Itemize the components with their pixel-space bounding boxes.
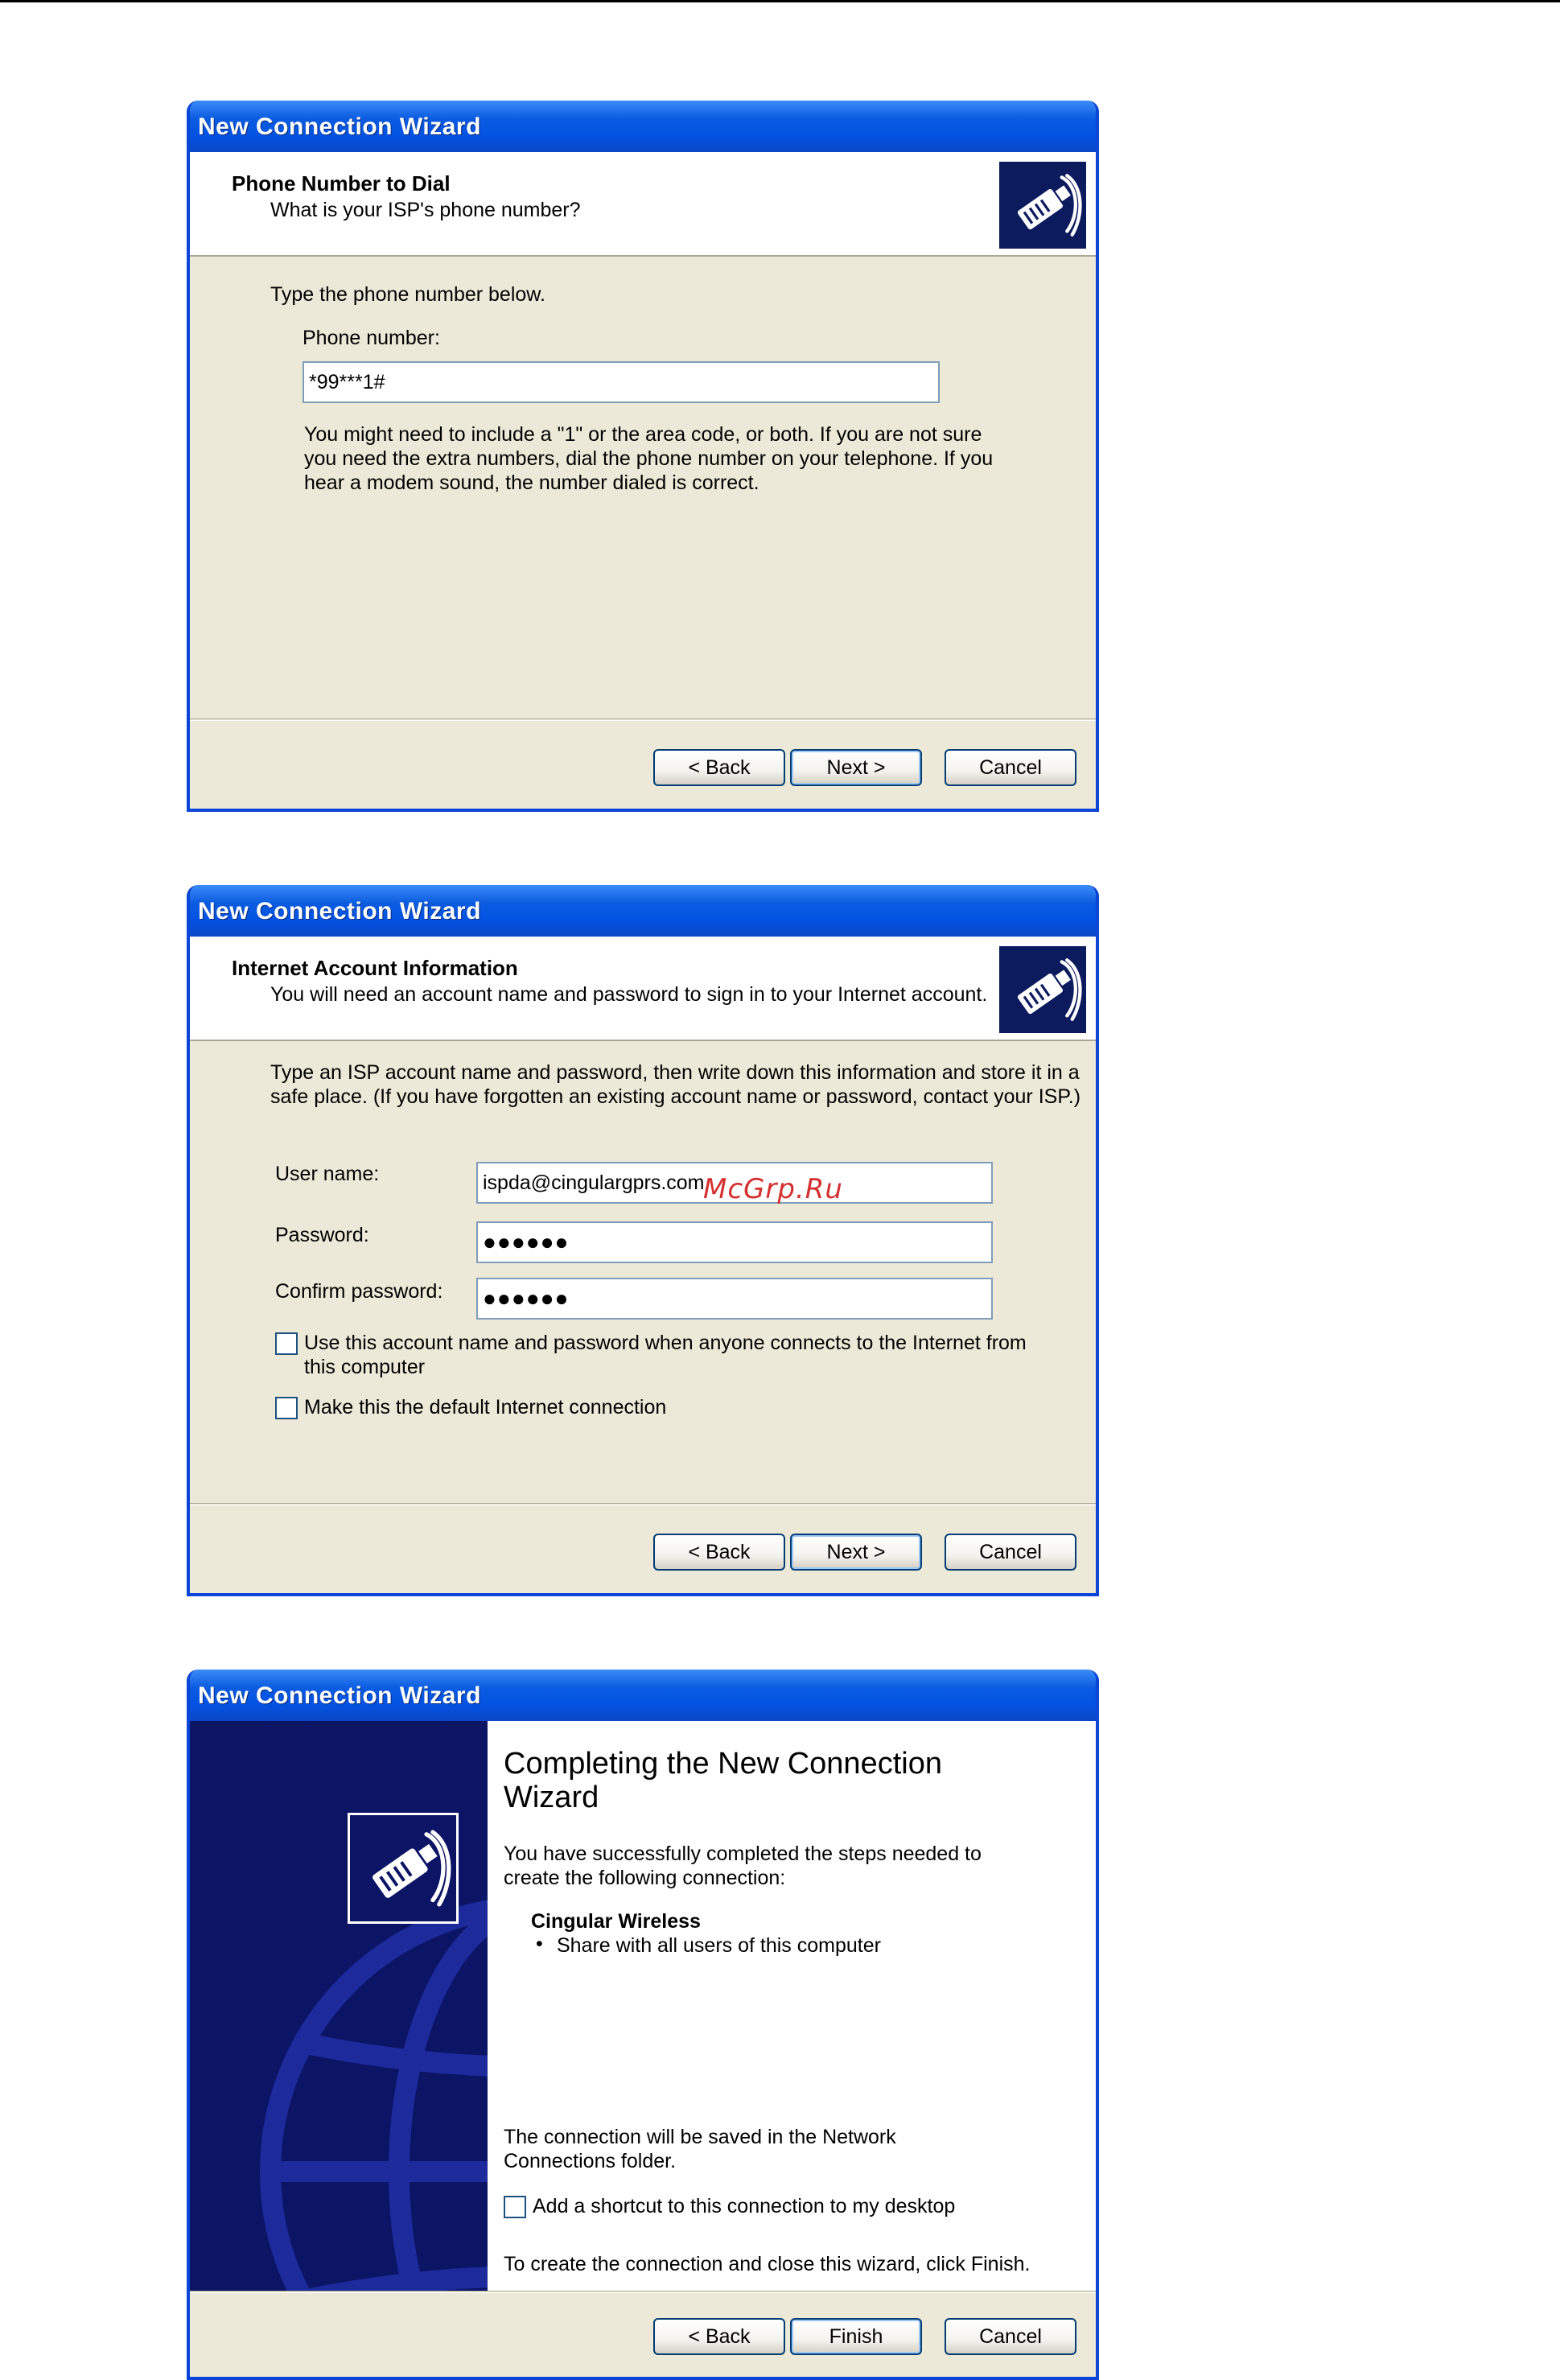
confirm-password-label: Confirm password: <box>275 1280 443 1303</box>
password-input[interactable]: ●●●●●● <box>476 1221 993 1263</box>
bullet-icon: • <box>536 1933 543 1955</box>
window-title: New Connection Wizard <box>198 898 481 924</box>
connection-detail: Share with all users of this computer <box>557 1934 881 1957</box>
watermark-text: McGrp.Ru <box>703 1173 843 1205</box>
page-title: Internet Account Information <box>232 956 518 980</box>
back-button[interactable]: < Back <box>653 749 785 786</box>
cancel-button[interactable]: Cancel <box>945 749 1076 786</box>
footer-divider <box>190 719 1096 721</box>
footer-divider <box>190 1503 1096 1505</box>
page-title-line-2: Wizard <box>504 1781 599 1814</box>
cancel-button[interactable]: Cancel <box>945 1534 1076 1571</box>
username-input[interactable]: ispda@cingulargprs.com <box>476 1162 993 1204</box>
network-cable-icon <box>998 945 1088 1035</box>
phone-number-input[interactable]: *99***1# <box>303 361 940 403</box>
title-bar[interactable] <box>190 101 1096 152</box>
finish-button[interactable]: Finish <box>790 2318 922 2355</box>
page-subtitle: You will need an account name and password to sign in to your Internet account. <box>270 983 988 1006</box>
use-account-checkbox[interactable] <box>275 1332 298 1355</box>
footer-divider <box>190 2291 1096 2293</box>
finish-instruction: To create the connection and close this wizard, click Finish. <box>504 2253 1031 2275</box>
page-title-line-1: Completing the New Connection <box>504 1747 942 1781</box>
wizard-header <box>190 937 1096 1041</box>
window-title: New Connection Wizard <box>198 1682 481 1709</box>
help-text-line-1: You might need to include a "1" or the area code, or both. If you are not sure <box>304 423 982 446</box>
wizard-phone-number-dialog <box>187 101 1099 812</box>
back-button[interactable]: < Back <box>653 1534 785 1571</box>
back-button[interactable]: < Back <box>653 2318 785 2355</box>
phone-number-label: Phone number: <box>303 327 440 349</box>
confirm-password-input[interactable]: ●●●●●● <box>476 1278 993 1320</box>
instruction-text: Type the phone number below. <box>270 283 545 306</box>
saved-text-line-1: The connection will be saved in the Network <box>504 2126 896 2148</box>
default-connection-label: Make this the default Internet connection <box>304 1396 667 1419</box>
success-text-line-1: You have successfully completed the steps needed to <box>504 1843 982 1865</box>
title-bar[interactable] <box>190 1670 1096 1721</box>
page-top-rule <box>0 0 1560 2</box>
success-text-line-2: create the following connection: <box>504 1867 786 1889</box>
connection-name: Cingular Wireless <box>531 1910 701 1933</box>
wizard-account-info-dialog <box>187 885 1099 1596</box>
help-text-line-2: you need the extra numbers, dial the phone number on your telephone. If you <box>304 447 994 470</box>
desktop-shortcut-label: Add a shortcut to this connection to my desktop <box>533 2195 956 2217</box>
help-text-line-3: hear a modem sound, the number dialed is correct. <box>304 471 759 494</box>
network-cable-icon <box>348 1813 459 1924</box>
title-bar[interactable] <box>190 885 1096 937</box>
next-button[interactable]: Next > <box>790 1534 922 1571</box>
page-title: Phone Number to Dial <box>232 171 451 196</box>
saved-text-line-2: Connections folder. <box>504 2150 677 2172</box>
next-button[interactable]: Next > <box>790 749 922 786</box>
cancel-button[interactable]: Cancel <box>945 2318 1076 2355</box>
use-account-label-line-2: this computer <box>304 1356 426 1378</box>
wizard-header <box>190 152 1096 257</box>
globe-icon <box>190 1721 488 2291</box>
wizard-completing-dialog <box>187 1670 1099 2380</box>
intro-text-line-2: safe place. (If you have forgotten an existing account name or password, contact your ISP.) <box>270 1085 1081 1108</box>
network-cable-icon <box>998 160 1088 250</box>
wizard-main-panel <box>488 1721 1096 2291</box>
page-subtitle: What is your ISP's phone number? <box>270 199 581 221</box>
use-account-label-line-1: Use this account name and password when anyone connects to the Internet from <box>304 1332 1027 1354</box>
intro-text-line-1: Type an ISP account name and password, then write down this information and store it in a <box>270 1061 1080 1084</box>
password-label: Password: <box>275 1224 369 1246</box>
wizard-side-banner <box>190 1721 488 2291</box>
default-connection-checkbox[interactable] <box>275 1397 298 1419</box>
desktop-shortcut-checkbox[interactable] <box>504 2196 526 2218</box>
username-label: User name: <box>275 1163 380 1185</box>
window-title: New Connection Wizard <box>198 113 481 140</box>
page-title <box>504 1747 942 1814</box>
